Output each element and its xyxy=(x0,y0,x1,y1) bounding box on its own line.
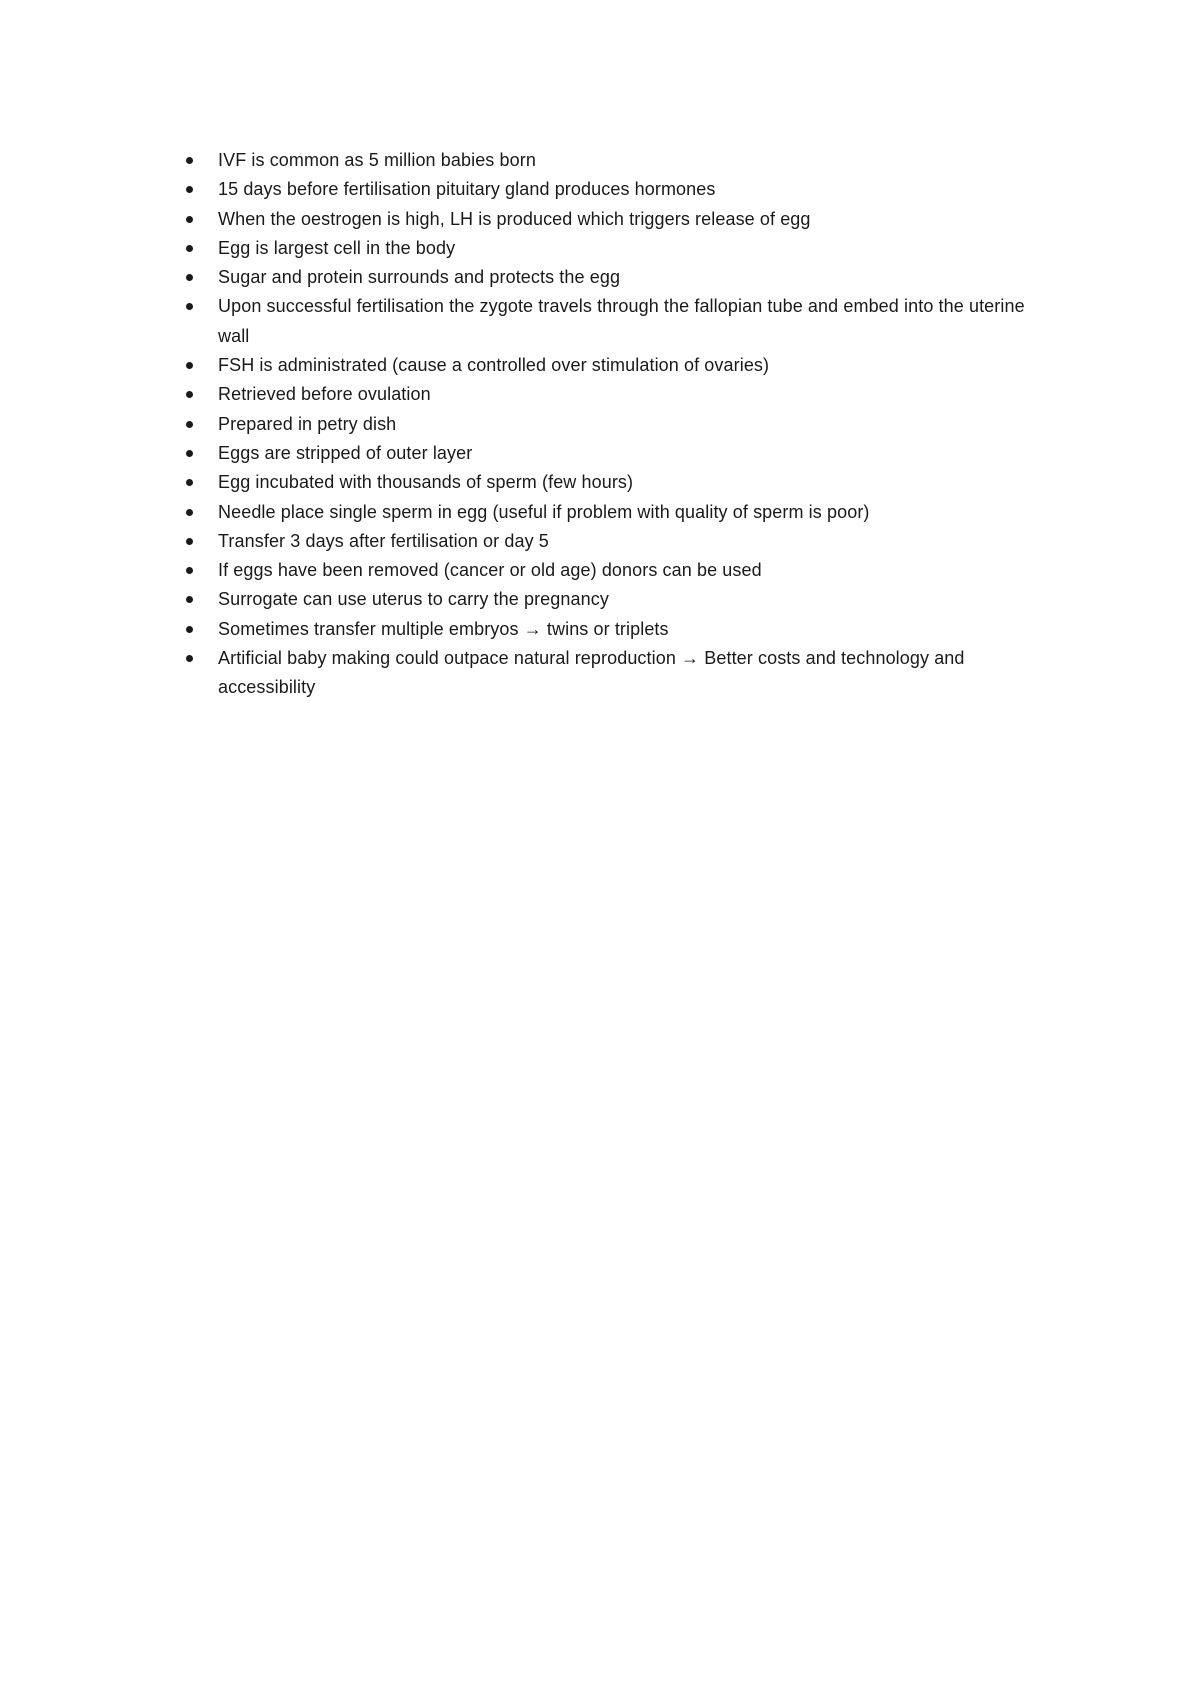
bullet-icon xyxy=(186,421,193,428)
bullet-icon xyxy=(186,303,193,310)
bullet-icon xyxy=(186,538,193,545)
list-item-text: Sugar and protein surrounds and protects the egg xyxy=(218,267,621,288)
bullet-icon xyxy=(186,479,193,486)
list-item xyxy=(186,615,1046,644)
bullet-icon xyxy=(186,186,193,193)
bullet-icon xyxy=(186,362,193,369)
bullet-icon xyxy=(186,391,193,398)
bullet-icon xyxy=(186,157,193,164)
bullet-icon xyxy=(186,596,193,603)
list-item-text: Needle place single sperm in egg (useful if problem with quality of sperm is poor) xyxy=(218,501,870,522)
list-item-text: Surrogate can use uterus to carry the pregnancy xyxy=(218,589,609,610)
list-item xyxy=(186,527,1046,556)
bullet-icon xyxy=(186,245,193,252)
list-item xyxy=(186,585,1046,614)
list-item xyxy=(186,234,1046,263)
list-item-text: Egg incubated with thousands of sperm (few hours) xyxy=(218,472,634,493)
list-item xyxy=(186,380,1046,409)
list-item-text: Transfer 3 days after fertilisation or day 5 xyxy=(218,530,549,551)
list-item xyxy=(186,410,1046,439)
list-item xyxy=(186,498,1046,527)
list-item-text: Egg is largest cell in the body xyxy=(218,237,456,258)
list-item-text: When the oestrogen is high, LH is produced which triggers release of egg xyxy=(218,208,811,229)
list-item-text: FSH is administrated (cause a controlled over stimulation of ovaries) xyxy=(218,355,770,376)
list-item xyxy=(186,205,1046,234)
bullet-icon xyxy=(186,274,193,281)
list-item xyxy=(186,556,1046,585)
list-item-text: Prepared in petry dish xyxy=(218,413,397,434)
list-item xyxy=(186,292,1046,351)
list-item xyxy=(186,644,1046,703)
list-item-text: If eggs have been removed (cancer or old age) donors can be used xyxy=(218,560,762,581)
list-item-text: Retrieved before ovulation xyxy=(218,384,431,405)
bullet-list xyxy=(186,146,1046,703)
list-item-text: IVF is common as 5 million babies born xyxy=(218,150,536,170)
list-item xyxy=(186,175,1046,204)
list-item-text: Eggs are stripped of outer layer xyxy=(218,442,473,463)
bullet-icon xyxy=(186,450,193,457)
bullet-icon xyxy=(186,216,193,223)
bullet-icon xyxy=(186,509,193,516)
list-item xyxy=(186,351,1046,380)
list-item xyxy=(186,263,1046,292)
bullet-icon xyxy=(186,655,193,662)
list-item-text: 15 days before fertilisation pituitary gland produces hormones xyxy=(218,179,716,200)
list-item xyxy=(186,439,1046,468)
list-item-text: Sometimes transfer multiple embryos → twins or triplets xyxy=(218,618,669,639)
list-item xyxy=(186,468,1046,497)
bullet-icon xyxy=(186,567,193,574)
bullet-icon xyxy=(186,626,193,633)
list-item-text: Upon successful fertilisation the zygote travels through the fallopian tube and embed into the uterine wall xyxy=(218,296,1025,346)
list-item-text: Artificial baby making could outpace natural reproduction → Better costs and technology and accessibility xyxy=(218,648,965,698)
list-item xyxy=(186,146,1046,175)
